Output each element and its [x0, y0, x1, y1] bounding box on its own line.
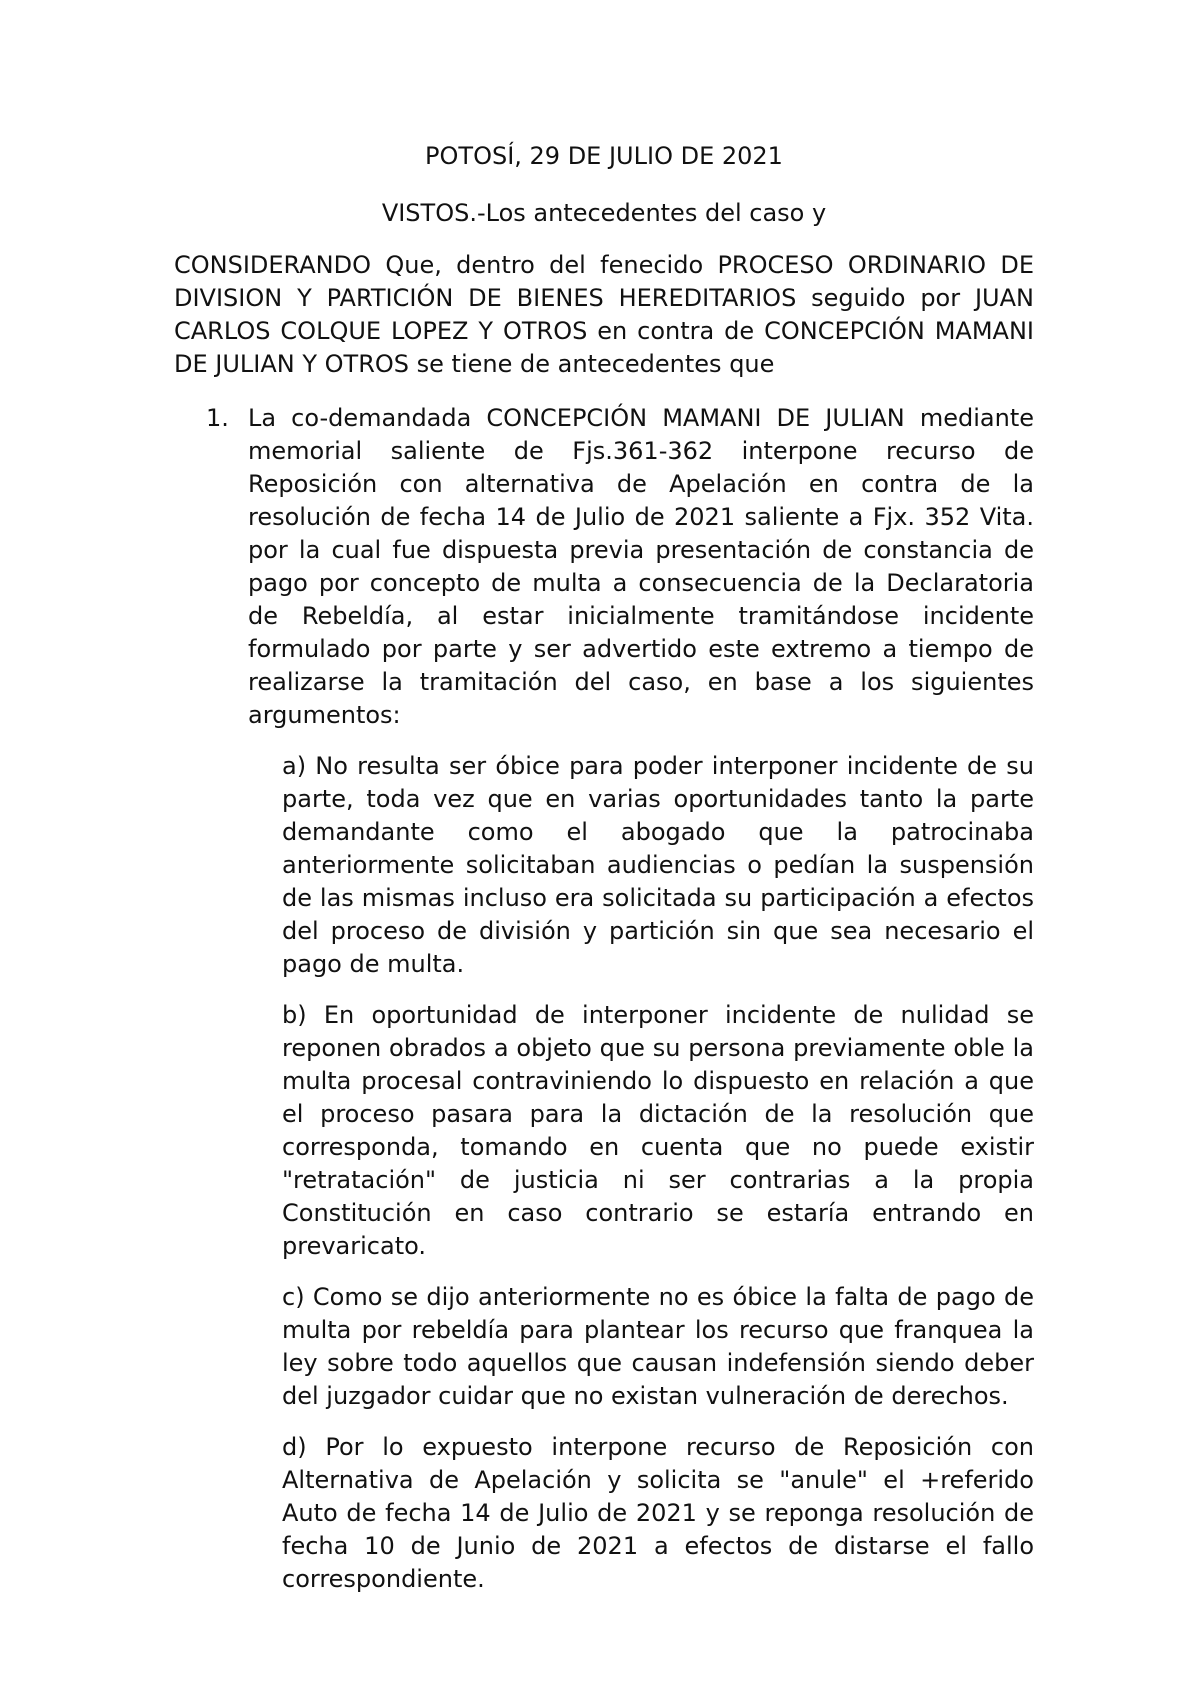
document-date: POTOSÍ, 29 DE JULIO DE 2021 — [425, 142, 783, 170]
argument-c: c) Como se dijo anteriormente no es óbice la falta de pago de multa por rebeldía para plantear los recurso que franquea la ley sobre todo aquellos que causan indefensión siendo deber del juzgador cuidar que no existan vulneración de derechos. — [282, 1283, 1034, 1410]
list-item-number: 1. — [206, 404, 229, 432]
vistos-line: VISTOS.-Los antecedentes del caso y — [381, 199, 827, 227]
numbered-list-item — [174, 402, 1034, 732]
document-body — [174, 140, 1034, 1614]
argument-b: b) En oportunidad de interponer incidente de nulidad se reponen obrados a objeto que su persona previamente oble la multa procesal contraviniendo lo dispuesto en relación a que el proceso pasara para la dictación de la resolución que corresponda, tomando en cuenta que no puede existir "retratación" de justicia ni ser contrarias a la propia Constitución en caso contrario se estaría entrando en prevaricato. — [282, 1001, 1034, 1260]
argument-a: a) No resulta ser óbice para poder interponer incidente de su parte, toda vez que en varias oportunidades tanto la parte demandante como el abogado que la patrocinaba anteriormente solicitaban audiencias o pedían la suspensión de las mismas incluso era solicitada su participación a efectos del proceso de división y partición sin que sea necesario el pago de multa. — [282, 752, 1034, 978]
list-item-text: La co-demandada CONCEPCIÓN MAMANI DE JULIAN mediante memorial saliente de Fjs.361-362 interpone recurso de Reposición con alternativa de Apelación en contra de la resolución de fecha 14 de Julio de 2021 saliente a Fjx. 352 Vita. por la cual fue dispuesta previa presentación de constancia de pago por concepto de multa a consecuencia de la Declaratoria de Rebeldía, al estar inicialmente tramitándose incidente formulado por parte y ser advertido este extremo a tiempo de realizarse la tramitación del caso, en base a los siguientes argumentos: — [248, 404, 1034, 729]
argument-d: d) Por lo expuesto interpone recurso de Reposición con Alternativa de Apelación y solicita se "anule" el +referido Auto de fecha 14 de Julio de 2021 y se reponga resolución de fecha 10 de Junio de 2021 a efectos de distarse el fallo correspondiente. — [282, 1433, 1034, 1593]
considerando-paragraph: CONSIDERANDO Que, dentro del fenecido PROCESO ORDINARIO DE DIVISION Y PARTICIÓN DE BIENES HEREDITARIOS seguido por JUAN CARLOS COLQUE LOPEZ Y OTROS en contra de CONCEPCIÓN MAMANI DE JULIAN Y OTROS se tiene de antecedentes que — [174, 251, 1034, 378]
